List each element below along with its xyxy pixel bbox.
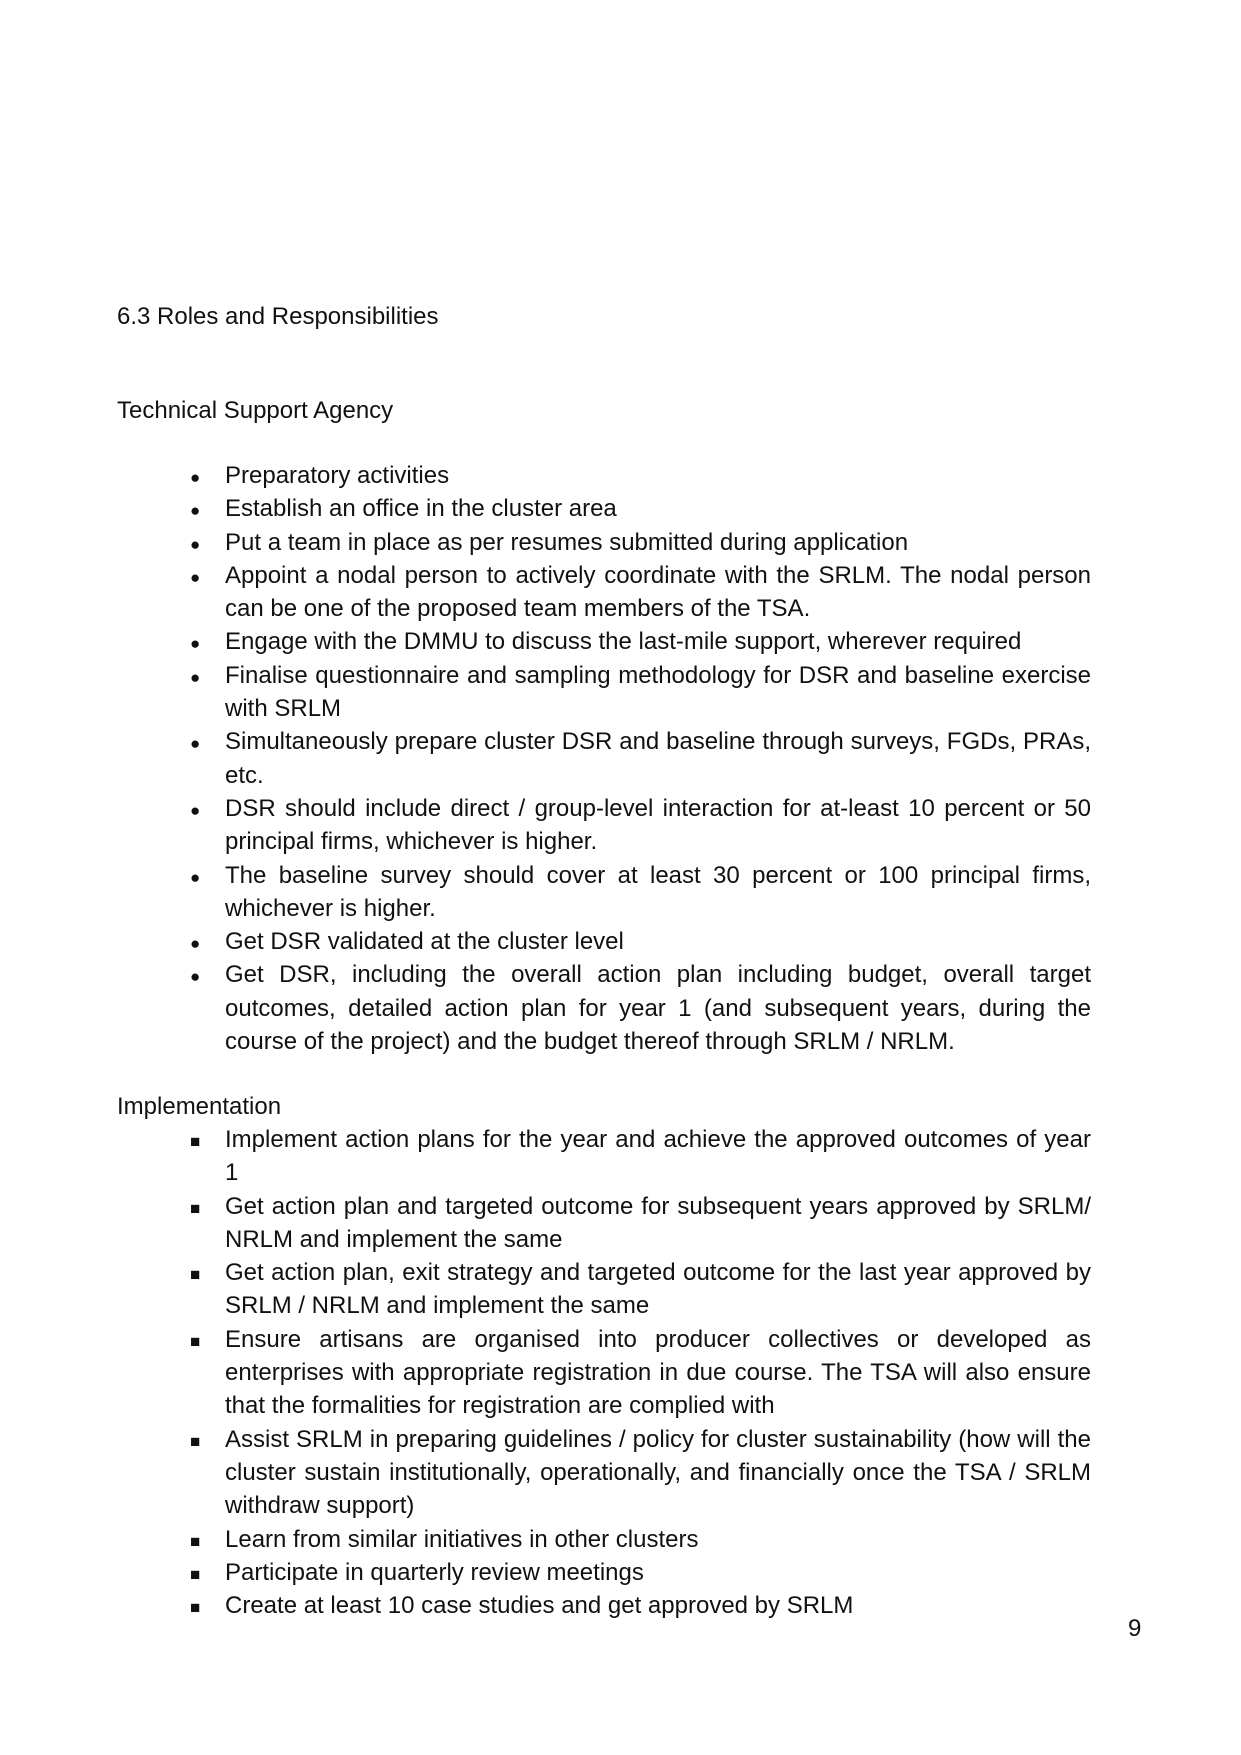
bullet-dot-icon [190, 492, 210, 527]
list-item-text: Appoint a nodal person to actively coordinate with the SRLM. The nodal person can be one of the proposed team members of the TSA. [225, 561, 1091, 623]
list-item-text: Finalise questionnaire and sampling methodology for DSR and baseline exercise with SRLM [225, 661, 1091, 723]
list-item [117, 725, 1091, 792]
bullet-square-icon [190, 1589, 210, 1624]
list-item [117, 958, 1091, 1058]
bullet-dot-icon [190, 625, 210, 660]
list-item [117, 925, 1091, 958]
list-item [117, 1589, 1091, 1622]
list-item-text: Simultaneously prepare cluster DSR and baseline through surveys, FGDs, PRAs, etc. [225, 728, 1091, 789]
list-item-text: Ensure artisans are organised into producer collectives or developed as enterprises with appropriate registration in due course. The TSA will also ensure that the formalities for registration are complied with [225, 1325, 1091, 1420]
list-item [117, 859, 1091, 926]
list-item [117, 1423, 1091, 1523]
bullet-dot-icon [190, 559, 210, 594]
tsa-responsibilities-list [117, 459, 1091, 1058]
list-item [117, 625, 1091, 658]
bullet-dot-icon [190, 792, 210, 827]
implementation-list [117, 1123, 1091, 1622]
list-item [117, 1190, 1091, 1257]
bullet-square-icon [190, 1323, 210, 1358]
bullet-square-icon [190, 1123, 210, 1158]
bullet-dot-icon [190, 859, 210, 894]
list-item-text: Preparatory activities [225, 462, 450, 489]
list-item [117, 459, 1091, 492]
bullet-square-icon [190, 1423, 210, 1458]
list-item-text: Get DSR, including the overall action plan including budget, overall target outcomes, detailed action plan for year 1 (and subsequent years, during the course of the project) and the budget thereof through SRLM / NRLM. [225, 961, 1091, 1056]
bullet-square-icon [190, 1556, 210, 1591]
list-item-text: Implement action plans for the year and achieve the approved outcomes of year 1 [225, 1126, 1091, 1187]
list-item [117, 526, 1091, 559]
bullet-dot-icon [190, 725, 210, 760]
list-item [117, 1123, 1091, 1190]
list-item [117, 1523, 1091, 1556]
list-item-text: Learn from similar initiatives in other clusters [225, 1525, 699, 1553]
bullet-dot-icon [190, 958, 210, 993]
list-item [117, 492, 1091, 525]
list-item [117, 1256, 1091, 1323]
list-item [117, 559, 1091, 626]
section-title: 6.3 Roles and Responsibilities [117, 303, 439, 330]
list-item-text: Establish an office in the cluster area [225, 495, 617, 523]
list-item [117, 1323, 1091, 1423]
implementation-heading: Implementation [117, 1093, 282, 1120]
list-item [117, 1556, 1091, 1589]
list-item-text: DSR should include direct / group-level interaction for at-least 10 percent or 50 principal firms, whichever is higher. [225, 794, 1091, 856]
list-item [117, 659, 1091, 726]
bullet-square-icon [190, 1190, 210, 1225]
bullet-square-icon [190, 1256, 210, 1291]
list-item-text: Create at least 10 case studies and get approved by SRLM [225, 1592, 854, 1620]
list-item-text: Get DSR validated at the cluster level [225, 928, 624, 956]
bullet-dot-icon [190, 459, 210, 494]
list-item-text: Engage with the DMMU to discuss the last-mile support, wherever required [225, 628, 1022, 656]
bullet-dot-icon [190, 659, 210, 694]
page-number: 9 [1128, 1615, 1142, 1642]
bullet-dot-icon [190, 526, 210, 561]
list-item-text: Get action plan, exit strategy and targeted outcome for the last year approved by SRLM / NRLM and implement the same [225, 1259, 1091, 1320]
bullet-dot-icon [190, 925, 210, 960]
list-item-text: Get action plan and targeted outcome for subsequent years approved by SRLM/ NRLM and implement the same [225, 1192, 1091, 1253]
list-item-text: The baseline survey should cover at least 30 percent or 100 principal firms, whichever is higher. [225, 861, 1091, 922]
list-item-text: Assist SRLM in preparing guidelines / policy for cluster sustainability (how will the cluster sustain institutionally, operationally, and financially once the TSA / SRLM withdraw support) [225, 1425, 1091, 1520]
tsa-heading: Technical Support Agency [117, 397, 394, 424]
list-item-text: Participate in quarterly review meetings [225, 1558, 644, 1586]
bullet-square-icon [190, 1523, 210, 1558]
list-item [117, 792, 1091, 859]
list-item-text: Put a team in place as per resumes submitted during application [225, 528, 909, 556]
